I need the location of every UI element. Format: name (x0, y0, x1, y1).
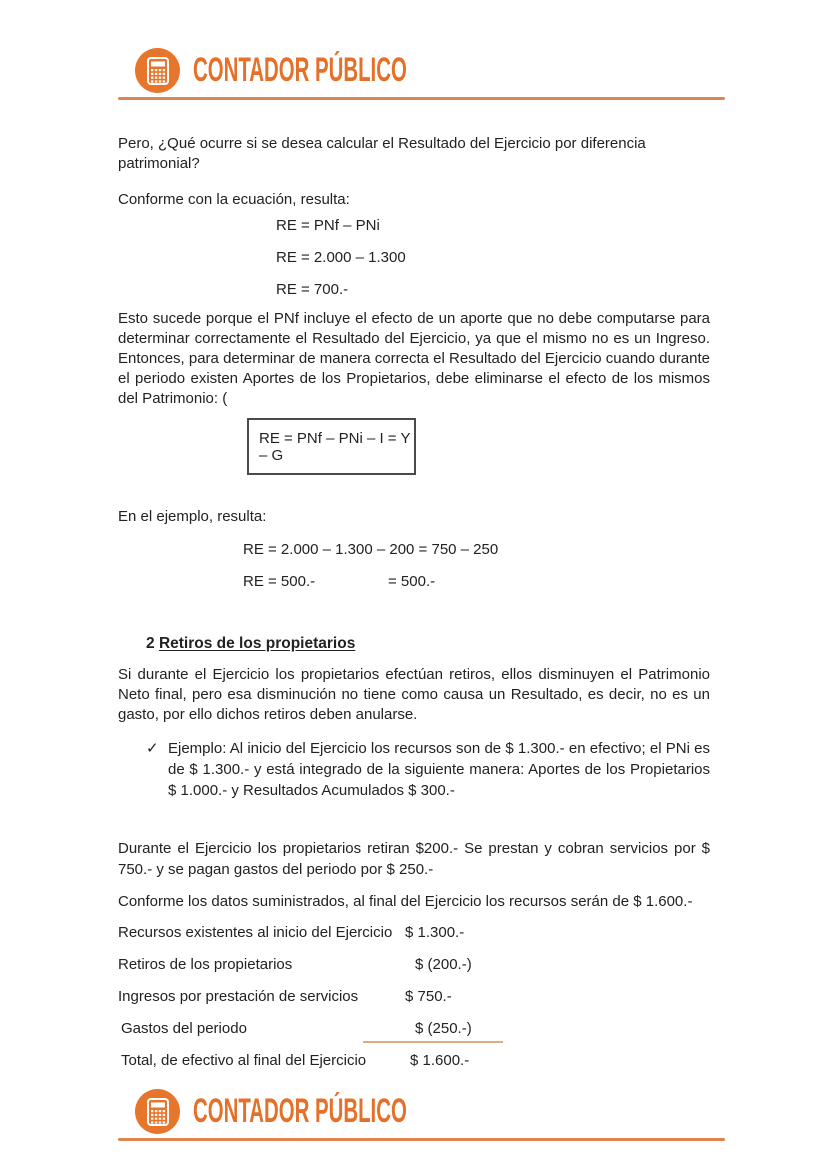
section-number: 2 (146, 635, 155, 652)
ledger-row (118, 987, 710, 1007)
equation-re-2000-1300: RE = 2.000 – 1.300 (276, 249, 406, 266)
explanation-paragraph: Esto sucede porque el PNf incluye el efecto de un aporte que no debe computarse para determinar correctamente el Resultado del Ejercicio, ya que el mismo no es un Ingreso. Entonces, para determinar de manera correcta el Resultado del Ejercicio cuando durante el periodo existen Aportes de los Propietarios, debe eliminarse el efecto de los mismos del Patrimonio: ( (118, 310, 711, 407)
ejemplo-equation: RE = 2.000 – 1.300 – 200 = 750 – 250 (243, 541, 499, 558)
ledger-row-label: Recursos existentes al inicio del Ejercicio (118, 924, 393, 941)
conforme-datos-paragraph: Conforme los datos suministrados, al final del Ejercicio los recursos serán de $ 1.600.- (118, 893, 693, 910)
calculator-icon (147, 1098, 169, 1126)
ledger-row-amount: $ (200.-) (415, 956, 472, 973)
ledger-total-label: Total, de efectivo al final del Ejercicio (121, 1052, 367, 1069)
section-heading (146, 633, 710, 654)
ledger-total-amount: $ 1.600.- (410, 1052, 470, 1069)
ejemplo-result-left: RE = 500.- (243, 573, 316, 590)
footer-rule (118, 1138, 725, 1141)
intro-question-paragraph: Pero, ¿Qué ocurre si se desea calcular el Resultado del Ejercicio por diferencia patrimonial? (118, 135, 646, 172)
equation-re-700: RE = 700.- (276, 281, 349, 298)
total-sum-rule (363, 1041, 503, 1043)
brand-logo (135, 1089, 180, 1134)
ledger-row (118, 1019, 710, 1039)
section-title: Retiros de los propietarios (158, 635, 356, 652)
ledger-row-label: Retiros de los propietarios (118, 956, 293, 973)
ejemplo-lead-paragraph: En el ejemplo, resulta: (118, 508, 267, 525)
ledger-row-amount: $ 750.- (405, 988, 452, 1005)
ledger-total-row (118, 1051, 710, 1071)
ejemplo-result-right: = 500.- (388, 573, 436, 590)
brand-title: CONTADOR PÚBLICO (193, 1092, 407, 1130)
calculator-icon (147, 57, 169, 85)
boxed-equation-text: RE = PNf – PNi – I = Y – G (259, 429, 411, 464)
durante-paragraph: Durante el Ejercicio los propietarios retiran $200.- Se prestan y cobran servicios por $ 750.- y se pagan gastos del periodo por $ 250.- (118, 840, 710, 878)
ledger-row-amount: $ 1.300.- (405, 924, 465, 941)
boxed-equation (247, 418, 416, 475)
example-bullet-text: Ejemplo: Al inicio del Ejercicio los recursos son de $ 1.300.- en efectivo; el PNi es de $ 1.300.- y está integrado de la siguiente manera: Aportes de los Propietarios $ 1.000.- y Resultados Acumulados $ 300.- (168, 740, 710, 799)
header-brand (135, 48, 725, 93)
ledger-row-label: Gastos del periodo (121, 1020, 247, 1037)
ledger-row-label: Ingresos por prestación de servicios (118, 988, 359, 1005)
ledger-row-amount: $ (250.-) (415, 1020, 472, 1037)
header-rule (118, 97, 725, 100)
ejemplo-result-row (243, 572, 710, 592)
equation-re-pnf-pni: RE = PNf – PNi (276, 217, 380, 234)
check-icon: ✓ (146, 740, 159, 757)
ledger-row (118, 923, 710, 943)
brand-title: CONTADOR PÚBLICO (193, 51, 407, 89)
retiros-paragraph: Si durante el Ejercicio los propietarios efectúan retiros, ellos disminuyen el Patrimonio Neto final, pero esa disminución no tiene como causa un Resultado, es decir, no es un gasto, por ello dichos retiros deben anularse. (118, 666, 710, 723)
ledger-row (118, 955, 710, 975)
conforme-ecuacion-paragraph: Conforme con la ecuación, resulta: (118, 191, 350, 208)
brand-logo (135, 48, 180, 93)
example-bullet-item (146, 738, 710, 801)
cash-ledger (118, 923, 710, 1071)
footer-brand (135, 1089, 725, 1134)
